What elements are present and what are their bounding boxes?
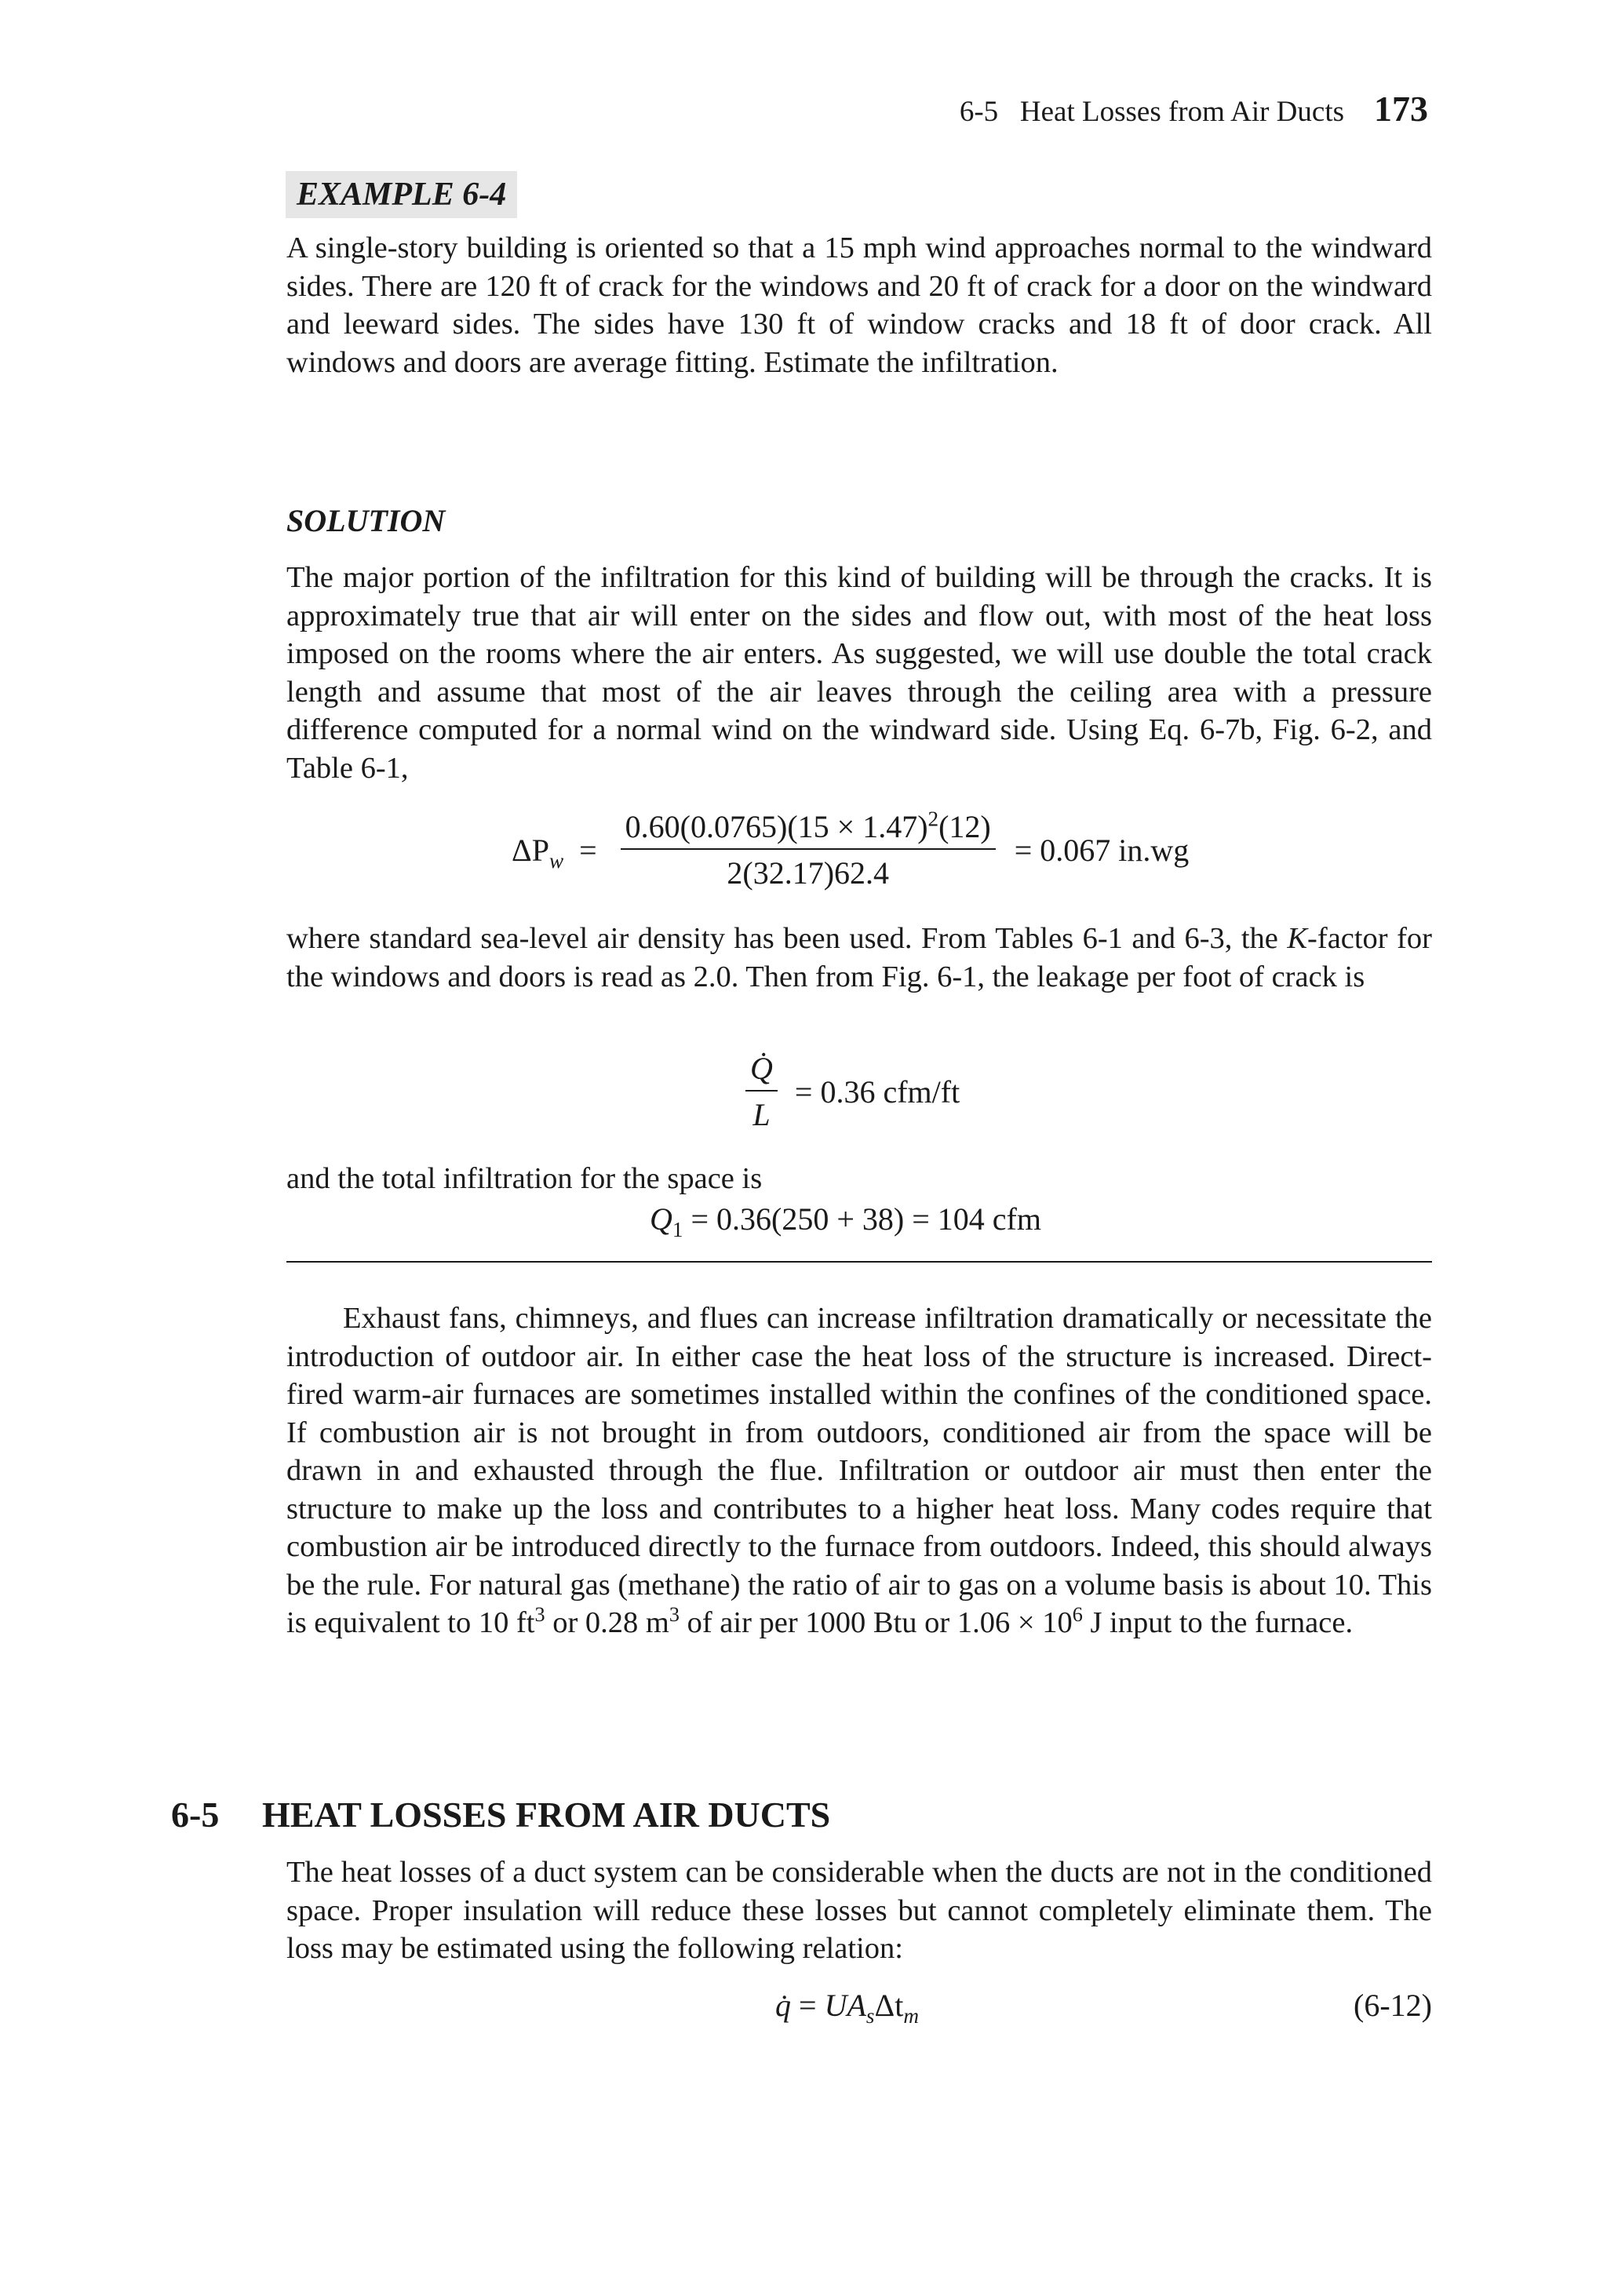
eq3-symbol: Q	[650, 1201, 672, 1237]
solution-para-3: and the total infiltration for the space is	[286, 1162, 763, 1195]
running-head-section: 6-5	[959, 96, 999, 128]
solution-intro: The major portion of the infiltration for this kind of building will be through the cracks. It is approximately true that air will enter on the sides and flow out, with most of the heat loss imposed on the rooms where the air enters. As suggested, we will use double the total crack length and assume that most of the air leaves through the ceiling area with a pressure difference computed for a normal wind on the windward side. Using Eq. 6-7b, Fig. 6-2, and Table 6-1,	[286, 561, 1432, 785]
example-end-rule	[286, 1261, 1432, 1263]
eq1-lhs-sub: w	[548, 848, 564, 873]
solution-heading: SOLUTION	[286, 503, 446, 538]
equation-6-12: q̇ = $UA_s\Delta t_m$	[775, 1988, 919, 2028]
body-paragraph: Exhaust fans, chimneys, and flues can increase infiltration dramatically or necessitate the introduction of outdoor air. In either case the heat loss of the structure is increased. Direct-fired warm-air furnaces are sometimes installed within the confines of the conditioned space. If combustion air is not brought in from outdoors, conditioned air from the space will be drawn in and exhausted through the flue. Infiltration or outdoor air must then enter the structure to make up the loss and contributes to a higher heat loss. Many codes require that combustion air be introduced directly to the furnace from outdoors. Indeed, this should always be the rule. For natural gas (methane) the ratio of air to gas on a volume basis is about 10. This is equivalent to 10 $ft^3$ or 0.28 $m^3$ of air per 1000 Btu or $1.06 \times 10^6$ J input to the furnace.	[286, 1302, 1432, 1639]
eq1-fraction	[621, 808, 996, 891]
running-head-title: Heat Losses from Air Ducts	[1019, 96, 1344, 128]
eq2-denominator: L	[752, 1097, 771, 1132]
example-label: EXAMPLE 6-4	[286, 171, 517, 218]
section-title: HEAT LOSSES FROM AIR DUCTS	[262, 1795, 831, 1835]
equation-leakage-per-foot	[745, 1050, 960, 1133]
equation-number: (6-12)	[1354, 1988, 1432, 2023]
page-number: 173	[1374, 89, 1428, 129]
eq3-rhs: = 0.36(250 + 38) = 104 cfm	[683, 1201, 1041, 1237]
section-intro: The heat losses of a duct system can be considerable when the ducts are not in the conditioned space. Proper insulation will reduce these losses but cannot completely eliminate them. The loss may be estimated using the following relation:	[286, 1856, 1432, 1965]
equation-pressure-difference: $\Delta P_w$ = $\frac{0.60(0.0765)(15 \times 1.47)^2(12)}{2(32.17)62.4}$ = 0.067 in.wg	[512, 807, 1190, 891]
section-heading	[171, 1794, 830, 1835]
equation-total-infiltration	[650, 1201, 1041, 1241]
eq2-numerator: Q̇	[745, 1050, 778, 1092]
eq1-result: = 0.067 in.wg	[1014, 832, 1190, 868]
eq612-lhs: q̇	[775, 1988, 791, 2023]
eq2-result: = 0.36 cfm/ft	[794, 1073, 960, 1110]
eq1-denominator: 2(32.17)62.4	[727, 855, 890, 891]
example-problem: A single-story building is oriented so that a 15 mph wind approaches normal to the windward sides. There are 120 ft of crack for the windows and 20 ft of crack for a door on the windward and leeward sides. The sides have 130 ft of window cracks and 18 ft of door crack. All windows and doors are average fitting. Estimate the infiltration.	[286, 231, 1432, 379]
eq3-sub: 1	[672, 1218, 683, 1241]
solution-para-2: where standard sea-level air density has been used. From Tables 6-1 and 6-3, the K-factor for the windows and doors is read as 2.0. Then from Fig. 6-1, the leakage per foot of crack is	[286, 922, 1432, 993]
eq2-fraction	[745, 1050, 778, 1133]
section-number: 6-5	[171, 1795, 220, 1835]
running-head	[960, 88, 1428, 129]
eq1-numerator: $0.60(0.0765)(15 \times 1.47)^2(12)$	[621, 808, 996, 850]
eq1-lhs-symbol: ΔP	[512, 832, 549, 868]
